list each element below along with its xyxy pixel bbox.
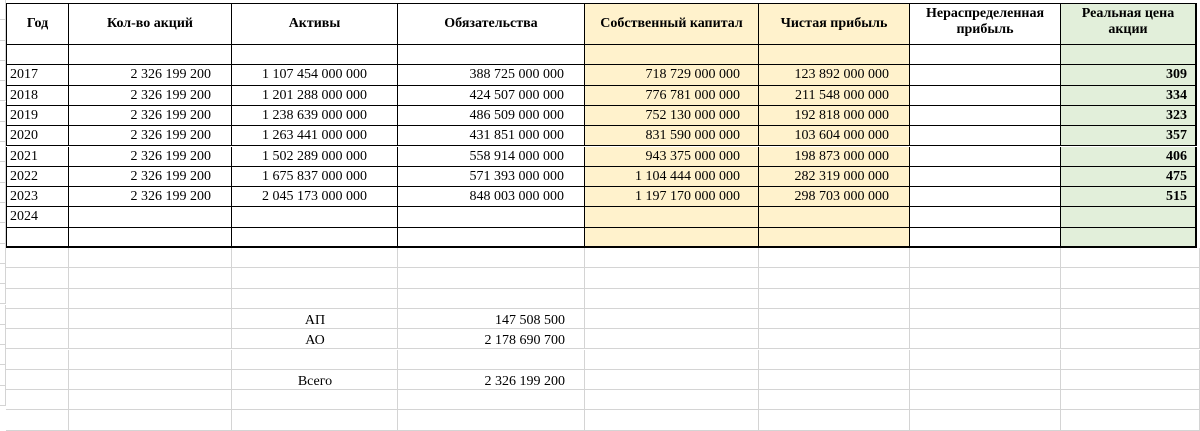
empty-cell[interactable] xyxy=(585,268,759,288)
empty-cell[interactable] xyxy=(69,268,232,288)
table-cell-empty[interactable] xyxy=(232,228,398,248)
empty-cell[interactable] xyxy=(585,370,759,390)
empty-cell[interactable] xyxy=(910,268,1061,288)
table-cell-net-profit[interactable] xyxy=(759,207,910,227)
table-cell-price[interactable] xyxy=(1061,207,1197,227)
empty-cell[interactable] xyxy=(1061,268,1200,288)
table-cell-empty[interactable] xyxy=(398,45,585,65)
empty-cell[interactable] xyxy=(69,248,232,268)
table-cell-shares[interactable]: 2 326 199 200 xyxy=(69,65,232,85)
summary-label[interactable] xyxy=(232,352,398,372)
empty-cell[interactable] xyxy=(0,365,6,385)
table-cell-year[interactable]: 2019 xyxy=(6,106,69,126)
table-cell-shares[interactable]: 2 326 199 200 xyxy=(69,167,232,187)
table-cell-assets[interactable]: 1 201 288 000 000 xyxy=(232,86,398,106)
empty-cell[interactable] xyxy=(1061,329,1200,349)
table-cell-assets[interactable]: 2 045 173 000 000 xyxy=(232,187,398,207)
table-cell-empty[interactable] xyxy=(759,228,910,248)
table-cell-year[interactable]: 2018 xyxy=(6,86,69,106)
empty-cell[interactable] xyxy=(0,325,6,345)
header-equity[interactable]: Собственный капитал xyxy=(585,3,759,45)
table-cell-year[interactable]: 2024 xyxy=(6,207,69,227)
table-cell-equity[interactable]: 718 729 000 000 xyxy=(585,65,759,85)
empty-cell[interactable] xyxy=(910,329,1061,349)
empty-cell[interactable] xyxy=(910,390,1061,410)
empty-cell[interactable] xyxy=(759,350,910,370)
empty-cell[interactable] xyxy=(1061,289,1200,309)
empty-cell[interactable] xyxy=(910,370,1061,390)
table-cell-price[interactable]: 406 xyxy=(1061,147,1197,167)
table-cell-empty[interactable] xyxy=(910,45,1061,65)
table-cell-year[interactable]: 2020 xyxy=(6,126,69,146)
header-shares[interactable]: Кол-во акций xyxy=(69,3,232,45)
table-cell-empty[interactable] xyxy=(6,45,69,65)
table-cell-liabilities[interactable]: 558 914 000 000 xyxy=(398,147,585,167)
empty-cell[interactable] xyxy=(398,268,585,288)
empty-cell[interactable] xyxy=(232,390,398,410)
empty-cell[interactable] xyxy=(910,410,1061,430)
table-cell-net-profit[interactable]: 103 604 000 000 xyxy=(759,126,910,146)
table-cell-empty[interactable] xyxy=(585,228,759,248)
empty-cell[interactable] xyxy=(0,345,6,365)
empty-cell[interactable] xyxy=(6,309,69,329)
table-cell-assets[interactable]: 1 502 289 000 000 xyxy=(232,147,398,167)
empty-cell[interactable] xyxy=(759,329,910,349)
empty-cell[interactable] xyxy=(398,248,585,268)
empty-cell[interactable] xyxy=(69,410,232,430)
empty-cell[interactable] xyxy=(1061,248,1200,268)
table-cell-retained[interactable] xyxy=(910,86,1061,106)
table-cell-shares[interactable]: 2 326 199 200 xyxy=(69,86,232,106)
table-cell-empty[interactable] xyxy=(759,45,910,65)
table-cell-liabilities[interactable]: 424 507 000 000 xyxy=(398,86,585,106)
table-cell-equity[interactable]: 1 197 170 000 000 xyxy=(585,187,759,207)
table-cell-shares[interactable]: 2 326 199 200 xyxy=(69,106,232,126)
header-price[interactable]: Реальная цена акции xyxy=(1061,3,1197,45)
empty-cell[interactable] xyxy=(6,289,69,309)
empty-cell[interactable] xyxy=(232,289,398,309)
empty-cell[interactable] xyxy=(69,289,232,309)
empty-cell[interactable] xyxy=(69,390,232,410)
table-cell-empty[interactable] xyxy=(1061,45,1197,65)
empty-cell[interactable] xyxy=(232,248,398,268)
summary-label[interactable]: АП xyxy=(304,313,326,328)
header-net-profit[interactable]: Чистая прибыль xyxy=(759,3,910,45)
empty-cell[interactable] xyxy=(6,329,69,349)
empty-cell[interactable] xyxy=(6,410,69,430)
table-cell-assets[interactable] xyxy=(232,207,398,227)
table-cell-year[interactable]: 2017 xyxy=(6,65,69,85)
empty-cell[interactable] xyxy=(232,410,398,430)
empty-cell[interactable] xyxy=(585,410,759,430)
empty-cell[interactable] xyxy=(398,390,585,410)
empty-cell[interactable] xyxy=(759,410,910,430)
empty-cell[interactable] xyxy=(585,350,759,370)
empty-cell[interactable] xyxy=(398,410,585,430)
table-cell-shares[interactable]: 2 326 199 200 xyxy=(69,187,232,207)
summary-value[interactable]: 2 326 199 200 xyxy=(484,373,565,389)
table-cell-equity[interactable]: 1 104 444 000 000 xyxy=(585,167,759,187)
table-cell-price[interactable]: 515 xyxy=(1061,187,1197,207)
empty-cell[interactable] xyxy=(0,305,6,325)
table-cell-liabilities[interactable]: 848 003 000 000 xyxy=(398,187,585,207)
table-cell-price[interactable]: 323 xyxy=(1061,106,1197,126)
header-liabilities[interactable]: Обязательства xyxy=(398,3,585,45)
empty-cell[interactable] xyxy=(1061,370,1200,390)
empty-cell[interactable] xyxy=(1061,410,1200,430)
table-cell-empty[interactable] xyxy=(69,228,232,248)
table-cell-empty[interactable] xyxy=(1061,228,1197,248)
table-cell-equity[interactable]: 831 590 000 000 xyxy=(585,126,759,146)
empty-cell[interactable] xyxy=(585,289,759,309)
table-cell-assets[interactable]: 1 238 639 000 000 xyxy=(232,106,398,126)
table-cell-assets[interactable]: 1 675 837 000 000 xyxy=(232,167,398,187)
empty-cell[interactable] xyxy=(398,289,585,309)
table-cell-net-profit[interactable]: 198 873 000 000 xyxy=(759,147,910,167)
empty-cell[interactable] xyxy=(69,350,232,370)
table-cell-liabilities[interactable] xyxy=(398,207,585,227)
table-cell-liabilities[interactable]: 486 509 000 000 xyxy=(398,106,585,126)
table-cell-liabilities[interactable]: 431 851 000 000 xyxy=(398,126,585,146)
table-cell-empty[interactable] xyxy=(910,228,1061,248)
table-cell-retained[interactable] xyxy=(910,106,1061,126)
empty-cell[interactable] xyxy=(0,284,6,304)
table-cell-retained[interactable] xyxy=(910,167,1061,187)
summary-value[interactable] xyxy=(398,352,585,372)
empty-cell[interactable] xyxy=(910,248,1061,268)
summary-label[interactable]: АО xyxy=(305,333,325,349)
empty-cell[interactable] xyxy=(6,268,69,288)
table-cell-shares[interactable]: 2 326 199 200 xyxy=(69,147,232,167)
empty-cell[interactable] xyxy=(0,386,6,406)
table-cell-empty[interactable] xyxy=(69,45,232,65)
table-cell-equity[interactable]: 752 130 000 000 xyxy=(585,106,759,126)
table-cell-retained[interactable] xyxy=(910,187,1061,207)
table-cell-year[interactable]: 2021 xyxy=(6,147,69,167)
header-assets[interactable]: Активы xyxy=(232,3,398,45)
table-cell-year[interactable]: 2022 xyxy=(6,167,69,187)
table-cell-empty[interactable] xyxy=(585,45,759,65)
table-cell-empty[interactable] xyxy=(398,228,585,248)
empty-cell[interactable] xyxy=(585,309,759,329)
empty-cell[interactable] xyxy=(585,329,759,349)
table-cell-net-profit[interactable]: 282 319 000 000 xyxy=(759,167,910,187)
empty-cell[interactable] xyxy=(6,350,69,370)
empty-cell[interactable] xyxy=(910,289,1061,309)
empty-cell[interactable] xyxy=(6,370,69,390)
summary-value[interactable]: 147 508 500 xyxy=(495,313,565,328)
empty-cell[interactable] xyxy=(759,390,910,410)
empty-cell[interactable] xyxy=(585,248,759,268)
table-cell-assets[interactable]: 1 263 441 000 000 xyxy=(232,126,398,146)
empty-cell[interactable] xyxy=(69,370,232,390)
empty-cell[interactable] xyxy=(910,309,1061,329)
empty-cell[interactable] xyxy=(759,268,910,288)
table-cell-retained[interactable] xyxy=(910,207,1061,227)
table-cell-net-profit[interactable]: 192 818 000 000 xyxy=(759,106,910,126)
table-cell-liabilities[interactable]: 571 393 000 000 xyxy=(398,167,585,187)
empty-cell[interactable] xyxy=(0,264,6,284)
empty-cell[interactable] xyxy=(759,370,910,390)
empty-cell[interactable] xyxy=(910,350,1061,370)
empty-cell[interactable] xyxy=(6,390,69,410)
table-cell-net-profit[interactable]: 298 703 000 000 xyxy=(759,187,910,207)
table-cell-equity[interactable]: 776 781 000 000 xyxy=(585,86,759,106)
table-cell-price[interactable]: 475 xyxy=(1061,167,1197,187)
table-cell-shares[interactable] xyxy=(69,207,232,227)
empty-cell[interactable] xyxy=(232,268,398,288)
empty-cell[interactable] xyxy=(759,248,910,268)
table-cell-assets[interactable]: 1 107 454 000 000 xyxy=(232,65,398,85)
empty-cell[interactable] xyxy=(69,309,232,329)
table-cell-empty[interactable] xyxy=(232,45,398,65)
table-cell-equity[interactable]: 943 375 000 000 xyxy=(585,147,759,167)
empty-cell[interactable] xyxy=(585,390,759,410)
empty-cell[interactable] xyxy=(1061,350,1200,370)
table-cell-equity[interactable] xyxy=(585,207,759,227)
empty-cell[interactable] xyxy=(1061,309,1200,329)
table-cell-retained[interactable] xyxy=(910,126,1061,146)
summary-value[interactable]: 2 178 690 700 xyxy=(484,333,565,349)
table-cell-empty[interactable] xyxy=(6,228,69,248)
table-cell-price[interactable]: 357 xyxy=(1061,126,1197,146)
summary-label[interactable]: Всего xyxy=(297,373,333,389)
table-cell-retained[interactable] xyxy=(910,147,1061,167)
table-cell-liabilities[interactable]: 388 725 000 000 xyxy=(398,65,585,85)
table-cell-price[interactable]: 334 xyxy=(1061,86,1197,106)
empty-cell[interactable] xyxy=(69,329,232,349)
table-cell-net-profit[interactable]: 211 548 000 000 xyxy=(759,86,910,106)
table-cell-retained[interactable] xyxy=(910,65,1061,85)
empty-cell[interactable] xyxy=(759,289,910,309)
header-retained[interactable]: Нераспределенная прибыль xyxy=(910,3,1061,45)
table-cell-net-profit[interactable]: 123 892 000 000 xyxy=(759,65,910,85)
empty-cell[interactable] xyxy=(759,309,910,329)
table-cell-year[interactable]: 2023 xyxy=(6,187,69,207)
empty-cell[interactable] xyxy=(1061,390,1200,410)
table-cell-price[interactable]: 309 xyxy=(1061,65,1197,85)
table-cell-shares[interactable]: 2 326 199 200 xyxy=(69,126,232,146)
header-year[interactable]: Год xyxy=(6,3,69,45)
empty-cell[interactable] xyxy=(6,248,69,268)
